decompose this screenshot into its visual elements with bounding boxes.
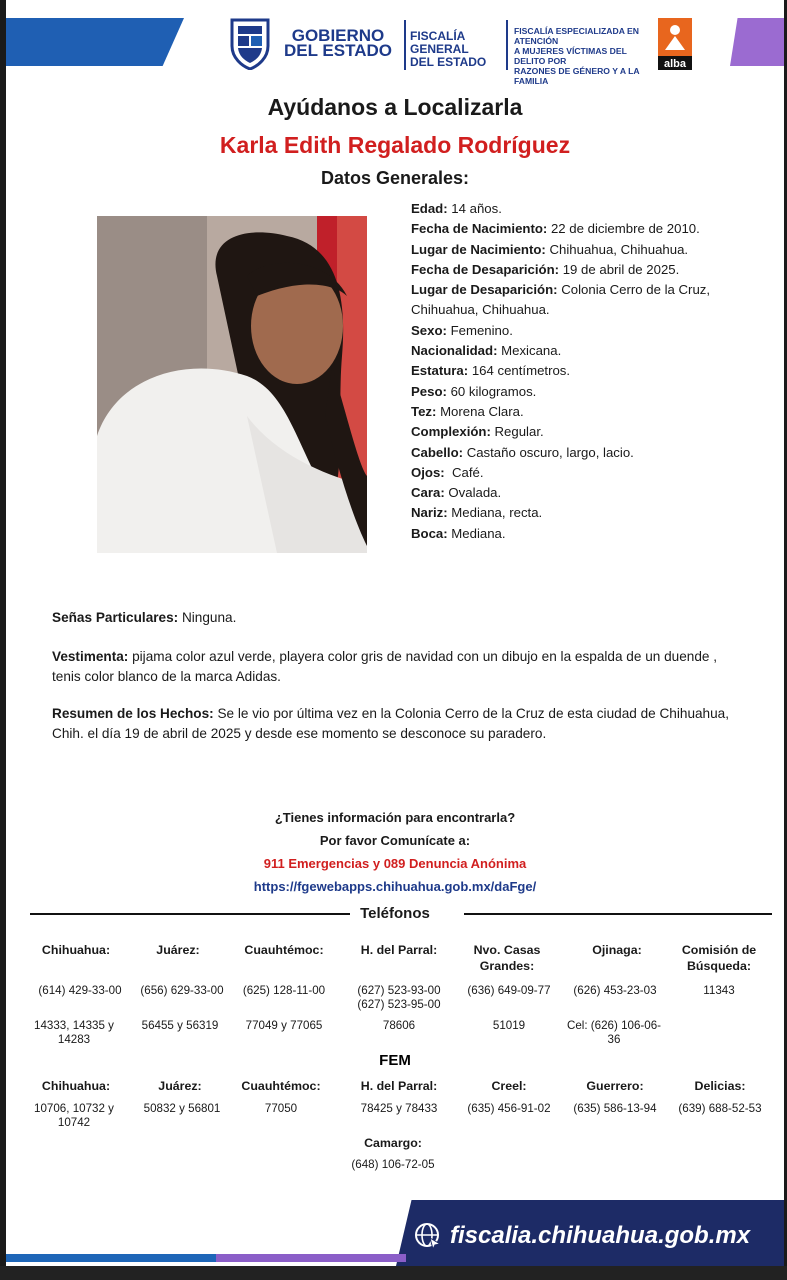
header-divider — [404, 20, 406, 70]
tel-cell: 11343 — [703, 984, 735, 997]
alba-label: alba — [663, 58, 687, 70]
fem-cell: (648) 106-72-05 — [351, 1158, 435, 1171]
header-divider — [506, 20, 508, 70]
alba-logo-icon — [658, 18, 692, 70]
data-value: 14 años. — [447, 201, 502, 216]
fem-cell: (635) 456-91-02 — [467, 1102, 551, 1115]
vestimenta-value: pijama color azul verde, playera color gris de navidad con un dibujo en la espalda de un duende , tenis color blanco de la marca Adidas. — [52, 649, 718, 684]
globe-icon — [414, 1222, 442, 1250]
contact-question: ¿Tienes información para encontrarla? — [274, 810, 516, 825]
data-row-peso — [411, 382, 771, 402]
data-label: Boca: — [411, 525, 448, 541]
fem-cell: 78425 y 78433 — [360, 1102, 438, 1115]
data-label: Sexo: — [411, 322, 447, 338]
data-value: Morena Clara. — [436, 403, 524, 419]
fem-cell: 10706, 10732 y 10742 — [34, 1102, 114, 1129]
gobierno-del-estado-logo — [282, 28, 394, 58]
data-row-tez — [411, 402, 771, 422]
data-label: Fecha de Desaparición: — [411, 261, 560, 277]
fem-cell: 50832 y 56801 — [143, 1102, 221, 1115]
data-value: Colonia Cerro de la Cruz, — [557, 282, 711, 298]
data-row-lugar-desaparicion-cont — [411, 300, 771, 320]
data-value: Chihuahua, Chihuahua. — [411, 302, 550, 318]
data-label: Nacionalidad: — [411, 343, 498, 359]
tel-cell: (626) 453-23-03 — [573, 984, 657, 997]
resumen-value: Se le vio por última vez en la Colonia Cerro de la Cruz de esta ciudad de Chihuahua, Chih. el día 19 de abril de 2025 y desde ese momento se desconoce su paradero. — [52, 706, 730, 741]
resumen-hechos — [52, 704, 742, 743]
fem-header: Creel: — [491, 1079, 527, 1093]
fiscalia-general-logo — [410, 30, 500, 69]
person-name: Karla Edith Regalado Rodríguez — [219, 132, 571, 158]
data-row-edad — [411, 199, 771, 219]
tel-header: Comisión de Búsqueda: — [681, 943, 757, 973]
data-label: Lugar de Nacimiento: — [411, 241, 546, 257]
fem-header: H. del Parral: — [360, 1079, 438, 1093]
data-label: Fecha de Nacimiento: — [411, 221, 548, 237]
data-value: Regular. — [490, 424, 544, 440]
tel-cell: 78606 — [382, 1019, 416, 1032]
tel-cell: 56455 y 56319 — [141, 1019, 219, 1032]
data-value: 22 de diciembre de 2010. — [547, 221, 700, 237]
data-row-cara — [411, 483, 771, 503]
data-label: Cabello: — [411, 444, 464, 460]
datos-title: Datos Generales: — [320, 168, 470, 188]
data-label: Estatura: — [411, 363, 469, 379]
vestimenta — [52, 647, 742, 686]
tel-cell: (625) 128-11-00 — [242, 984, 326, 997]
footer-line-blue — [6, 1254, 220, 1262]
tel-cell: 77049 y 77065 — [245, 1019, 323, 1032]
data-row-nacionalidad — [411, 341, 771, 361]
data-value: 19 de abril de 2025. — [559, 261, 680, 277]
fem-title: FEM — [379, 1052, 411, 1069]
help-title: Ayúdanos a Localizarla — [267, 94, 523, 120]
fem-cell: (635) 586-13-94 — [573, 1102, 657, 1115]
gobierno-line1: GOBIERNO — [291, 26, 385, 45]
fge-line2: DEL ESTADO — [410, 55, 487, 69]
data-row-complexion — [411, 422, 771, 442]
tel-header: H. del Parral: — [360, 943, 438, 957]
tel-cell: (627) 523-93-00 (627) 523-95-00 — [357, 984, 441, 1011]
data-value: Mediana. — [447, 525, 506, 541]
fem-header: Guerrero: — [586, 1079, 644, 1093]
general-data-list — [411, 199, 771, 544]
footer-website-link[interactable]: fiscalia.chihuahua.gob.mx — [450, 1222, 751, 1249]
tel-cell: (636) 649-09-77 — [467, 984, 551, 997]
data-value: Mediana, recta. — [447, 505, 543, 521]
data-value: Ovalada. — [444, 485, 502, 501]
tel-header: Ojinaga: — [592, 943, 642, 957]
fge-line1: FISCALÍA GENERAL — [410, 29, 469, 56]
resumen-label: Resumen de los Hechos: — [52, 706, 214, 721]
data-row-cabello — [411, 443, 771, 463]
data-value: 60 kilogramos. — [446, 383, 537, 399]
data-label: Edad: — [411, 201, 448, 216]
fisc-esp-line3: RAZONES DE GÉNERO Y A LA FAMILIA — [514, 66, 640, 86]
vestimenta-label: Vestimenta: — [52, 649, 129, 664]
contact-please: Por favor Comunícate a: — [319, 833, 471, 848]
fisc-esp-line2: A MUJERES VÍCTIMAS DEL DELITO POR — [514, 46, 627, 66]
fem-header: Cuauhtémoc: — [241, 1079, 321, 1093]
tel-cell: (614) 429-33-00 — [38, 984, 122, 997]
fem-header: Juárez: — [158, 1079, 202, 1093]
data-label: Tez: — [411, 403, 437, 419]
fem-header: Camargo: — [364, 1136, 422, 1150]
data-row-boca — [411, 524, 771, 544]
contact-emergency: 911 Emergencias y 089 Denuncia Anónima — [263, 856, 527, 871]
person-photo — [97, 216, 367, 553]
fisc-esp-line1: FISCALÍA ESPECIALIZADA EN ATENCIÓN — [514, 26, 639, 46]
tel-cell: (656) 629-33-00 — [140, 984, 224, 997]
tel-header: Juárez: — [156, 943, 200, 957]
senas-particulares — [52, 608, 742, 628]
fem-header: Chihuahua: — [41, 1079, 111, 1093]
footer-line-purple — [216, 1254, 406, 1262]
data-label: Cara: — [411, 485, 445, 501]
fem-header: Delicias: — [694, 1079, 746, 1093]
data-row-fecha-desaparicion — [411, 260, 771, 280]
data-row-fecha-nacimiento — [411, 219, 771, 239]
fiscalia-especializada-logo — [514, 26, 659, 86]
data-value: Femenino. — [446, 322, 513, 338]
gobierno-line2: DEL ESTADO — [284, 41, 392, 60]
tel-header: Nvo. Casas Grandes: — [473, 943, 541, 973]
data-label: Peso: — [411, 383, 447, 399]
tel-cell: 14333, 14335 y 14283 — [34, 1019, 114, 1046]
header-blue-bar — [6, 18, 184, 66]
state-shield-icon — [228, 16, 272, 70]
data-value: Café. — [444, 464, 484, 480]
fem-cell: (639) 688-52-53 — [678, 1102, 762, 1115]
data-label: Ojos: — [411, 464, 445, 480]
telefonos-title: Teléfonos — [360, 905, 430, 922]
data-value: Chihuahua, Chihuahua. — [545, 241, 689, 257]
data-row-nariz — [411, 503, 771, 523]
data-label: Nariz: — [411, 505, 448, 521]
tel-header: Cuauhtémoc: — [244, 943, 324, 957]
fem-cell: 77050 — [264, 1102, 298, 1115]
data-row-ojos — [411, 463, 771, 483]
data-value: 164 centímetros. — [468, 363, 571, 379]
data-row-sexo — [411, 321, 771, 341]
bottom-strip — [0, 1266, 787, 1280]
data-value: Mexicana. — [497, 343, 562, 359]
tel-header: Chihuahua: — [41, 943, 111, 957]
data-label: Lugar de Desaparición: — [411, 282, 558, 298]
contact-url-link[interactable]: https://fgewebapps.chihuahua.gob.mx/daFge/ — [253, 879, 537, 894]
header-purple-bar — [730, 18, 784, 66]
tel-cell: Cel: (626) 106-06-36 — [566, 1019, 662, 1046]
data-row-estatura — [411, 361, 771, 381]
tel-cell: 51019 — [492, 1019, 526, 1032]
data-row-lugar-nacimiento — [411, 240, 771, 260]
missing-person-poster — [6, 0, 784, 1266]
data-value: Castaño oscuro, largo, lacio. — [463, 444, 634, 460]
data-label: Complexión: — [411, 424, 491, 440]
senas-label: Señas Particulares: — [52, 610, 179, 625]
data-row-lugar-desaparicion — [411, 280, 771, 300]
senas-value: Ninguna. — [178, 610, 237, 625]
